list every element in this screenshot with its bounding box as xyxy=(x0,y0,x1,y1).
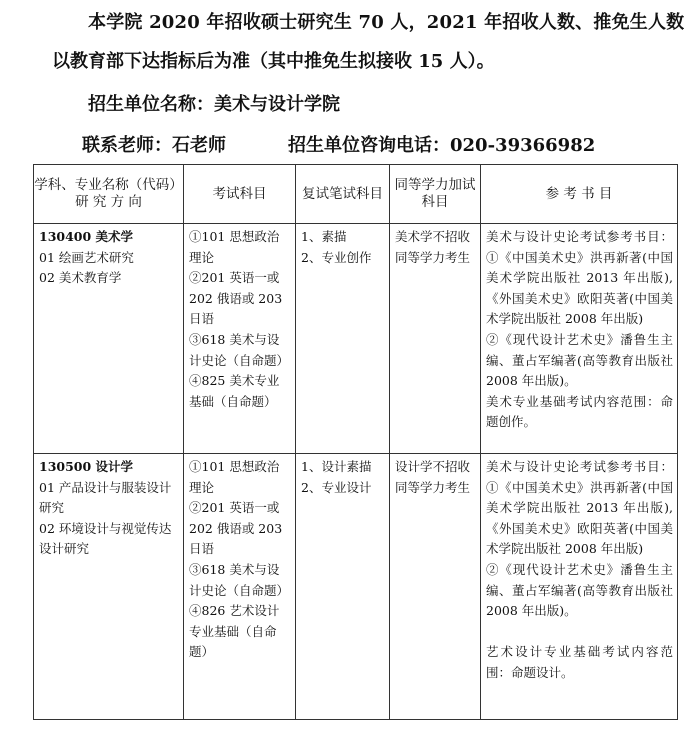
reference-books: 美术与设计史论考试参考书目：①《中国美术史》洪再新著(中国美术学院出版社 2013 年出版),《外国美术史》欧阳英著(中国美术学院出版社 2008 年出版) ②《现代设计艺术史》潘鲁生主编、董占军编著(高等教育出版社 2008 年出版)。 美术专业基础考试内容范围：命题创作。 xyxy=(486,229,673,430)
exam-subjects: ①101 思想政治理论 ②201 英语一或 202 俄语或 203 日语 ③618 美术与设计史论（自命题） ④825 美术专业基础（自命题） xyxy=(189,229,290,409)
major-cell xyxy=(34,224,184,454)
retest-subjects: 1、设计素描 2、专业设计 xyxy=(301,459,372,495)
contact-teacher: 联系老师：石老师 xyxy=(82,135,226,156)
equivalent-cell xyxy=(390,454,481,720)
header-equivalent: 同等学力加试科目 xyxy=(390,165,481,224)
exam-cell xyxy=(184,454,296,720)
retest-cell xyxy=(296,454,390,720)
header-retest: 复试笔试科目 xyxy=(296,165,390,224)
contact-phone: 招生单位咨询电话：020-39366982 xyxy=(288,135,596,156)
header-exam: 考试科目 xyxy=(184,165,296,224)
intro-line-2: 以教育部下达指标后为准（其中推免生拟接收 15 人）。 xyxy=(52,51,495,72)
admissions-table xyxy=(33,164,678,720)
exam-cell xyxy=(184,224,296,454)
table-row xyxy=(34,454,678,720)
references-cell xyxy=(481,224,678,454)
major-code: 130500 设计学 xyxy=(39,459,134,474)
major-cell xyxy=(34,454,184,720)
retest-subjects: 1、素描 2、专业创作 xyxy=(301,229,372,265)
table-header-row xyxy=(34,165,678,224)
major-code: 130400 美术学 xyxy=(39,229,134,244)
equivalent-cell xyxy=(390,224,481,454)
equivalent-subjects: 设计学不招收同等学力考生 xyxy=(395,459,471,495)
research-directions: 01 绘画艺术研究 02 美术教育学 xyxy=(39,249,134,286)
header-major: 学科、专业名称（代码） 研 究 方 向 xyxy=(34,165,184,224)
retest-cell xyxy=(296,224,390,454)
table-row xyxy=(34,224,678,454)
header-references: 参 考 书 目 xyxy=(481,165,678,224)
contact-line xyxy=(82,131,595,157)
reference-books: 美术与设计史论考试参考书目：①《中国美术史》洪再新著(中国美术学院出版社 2013 年出版),《外国美术史》欧阳英著(中国美术学院出版社 2008 年出版) ②《现代设计艺术史》潘鲁生主编、董占军编著(高等教育出版社 2008 年出版)。 艺术设计专业基础考试内容范围：命题设计。 xyxy=(486,459,673,680)
references-cell xyxy=(481,454,678,720)
intro-line-1: 本学院 2020 年招收硕士研究生 70 人，2021 年招收人数、推免生人数 xyxy=(88,12,685,33)
unit-name: 招生单位名称：美术与设计学院 xyxy=(88,94,340,115)
research-directions: 01 产品设计与服装设计研究 02 环境设计与视觉传达设计研究 xyxy=(39,479,172,557)
exam-subjects: ①101 思想政治理论 ②201 英语一或 202 俄语或 203 日语 ③618 美术与设计史论（自命题） ④826 艺术设计专业基础（自命题） xyxy=(189,459,290,660)
equivalent-subjects: 美术学不招收同等学力考生 xyxy=(395,229,471,265)
